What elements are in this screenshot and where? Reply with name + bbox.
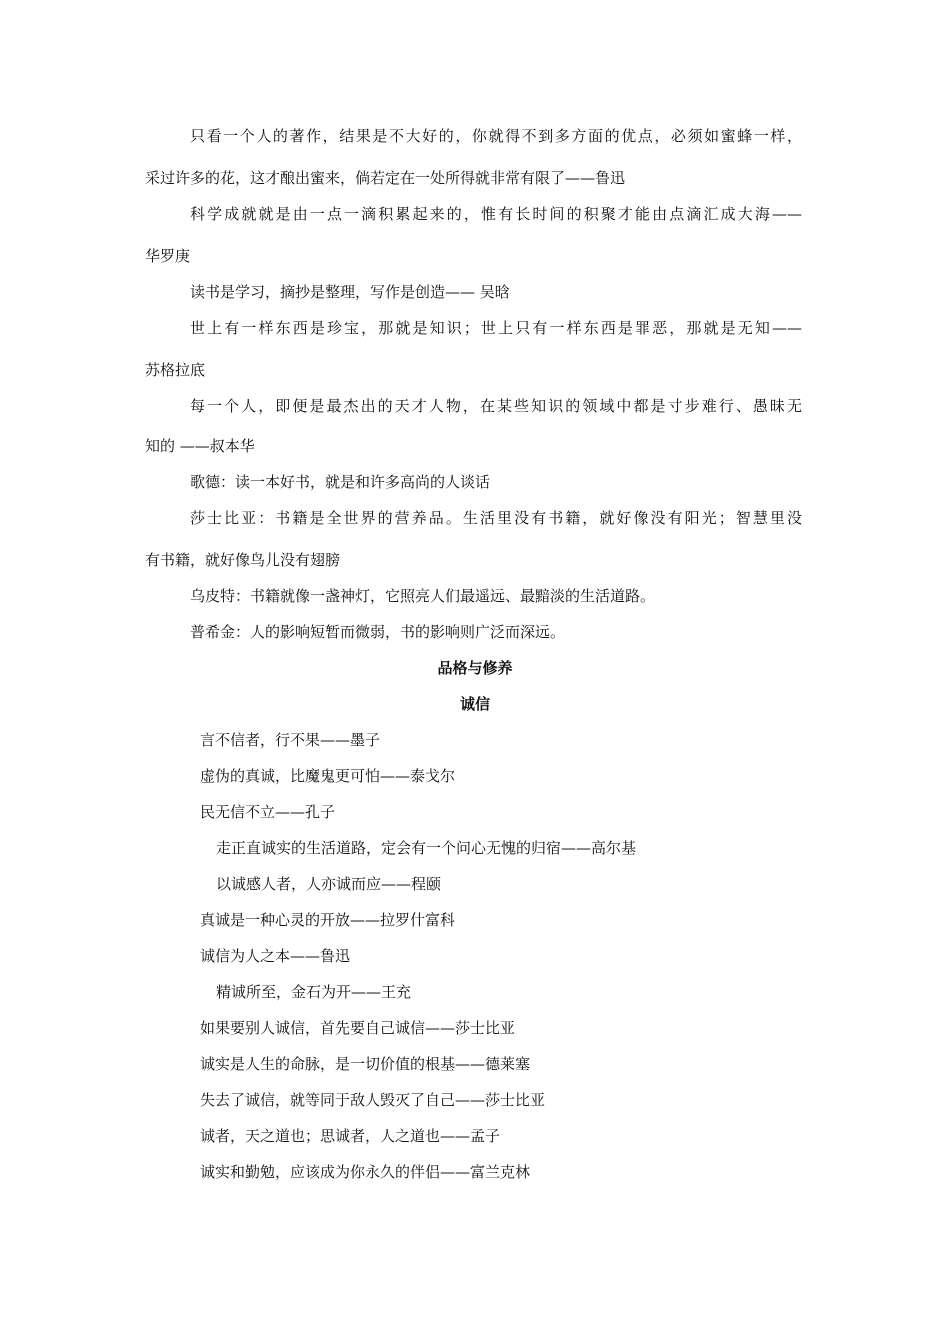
quote-line: 采过许多的花，这才酿出蜜来，倘若定在一处所得就非常有限了——鲁迅 [145, 169, 626, 187]
quote-line: 每一个人，即便是最杰出的天才人物，在某些知识的领域中都是寸步难行、愚昧无 [190, 397, 802, 415]
quote-line: 有书籍，就好像鸟儿没有翅膀 [145, 551, 341, 569]
subsection-title: 诚信 [459, 695, 490, 713]
quote-line: 科学成就就是由一点一滴积累起来的，惟有长时间的积聚才能由点滴汇成大海—— [190, 205, 802, 223]
quote-line: 歌德：读一本好书，就是和许多高尚的人谈话 [190, 473, 491, 491]
section-title: 品格与修养 [437, 659, 513, 677]
honesty-quote: 诚信为人之本——鲁迅 [200, 947, 351, 965]
honesty-quote: 诚实和勤勉，应该成为你永久的伴侣——富兰克林 [200, 1163, 531, 1181]
quote-line: 读书是学习，摘抄是整理，写作是创造—— 吴晗 [190, 283, 510, 301]
quote-line: 普希金：人的影响短暂而微弱，书的影响则广泛而深远。 [190, 623, 566, 641]
honesty-quote: 以诚感人者，人亦诚而应——程颐 [216, 875, 442, 893]
honesty-quote: 诚者，天之道也；思诚者，人之道也——孟子 [200, 1127, 501, 1145]
quote-line: 华罗庚 [145, 247, 191, 265]
honesty-quote: 诚实是人生的命脉，是一切价值的根基——德莱塞 [200, 1055, 531, 1073]
quote-line: 只看一个人的著作，结果是不大好的，你就得不到多方面的优点，必须如蜜蜂一样， [190, 127, 802, 145]
quote-line: 世上有一样东西是珍宝，那就是知识；世上只有一样东西是罪恶，那就是无知—— [190, 319, 802, 337]
honesty-quote: 虚伪的真诚，比魔鬼更可怕——泰戈尔 [200, 767, 456, 785]
quote-line: 乌皮特：书籍就像一盏神灯，它照亮人们最遥远、最黯淡的生活道路。 [190, 587, 656, 605]
honesty-quote: 走正直诚实的生活道路，定会有一个问心无愧的归宿——高尔基 [216, 839, 637, 857]
honesty-quote: 如果要别人诚信，首先要自己诚信——莎士比亚 [200, 1019, 516, 1037]
honesty-quote: 失去了诚信，就等同于敌人毁灭了自己——莎士比亚 [200, 1091, 546, 1109]
honesty-quote: 精诚所至，金石为开——王充 [216, 983, 412, 1001]
honesty-quote: 言不信者，行不果——墨子 [200, 731, 381, 749]
quote-line: 知的 ——叔本华 [145, 437, 255, 455]
quote-line: 苏格拉底 [145, 361, 206, 379]
quote-line: 莎士比亚：书籍是全世界的营养品。生活里没有书籍，就好像没有阳光；智慧里没 [190, 509, 802, 527]
honesty-quote: 真诚是一种心灵的开放——拉罗什富科 [200, 911, 456, 929]
honesty-quote: 民无信不立——孔子 [200, 803, 336, 821]
